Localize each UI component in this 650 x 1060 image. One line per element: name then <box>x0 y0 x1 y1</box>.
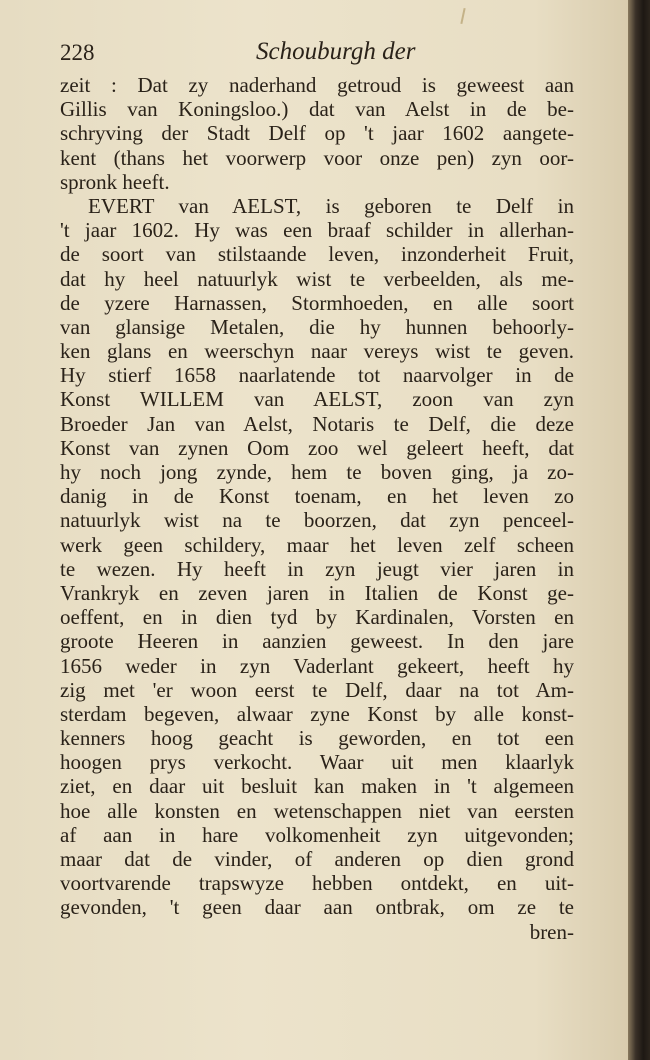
text-line: sterdam begeven, alwaar zyne Konst by alle konst- <box>60 701 574 726</box>
text-line: de soort van stilstaande leven, inzonderheit Fruit, <box>60 242 574 267</box>
book-binding <box>628 0 650 1060</box>
text-line: 't jaar 1602. Hy was een braaf schilder in allerhan- <box>60 218 574 243</box>
text-line: zig met 'er woon eerst te Delf, daar na tot Am- <box>60 677 574 702</box>
running-title: Schouburgh der <box>256 38 416 65</box>
text-line: spronk heeft. <box>60 169 170 194</box>
text-line: kent (thans het voorwerp voor onze pen) zyn oor- <box>60 145 574 170</box>
page-header <box>60 38 574 74</box>
text-line: hoogen prys verkocht. Waar uit men klaarlyk <box>60 750 574 775</box>
text-line: Hy stierf 1658 naarlatende tot naarvolger in de <box>60 363 574 388</box>
text-line: 1656 weder in zyn Vaderlant gekeert, heeft hy <box>60 653 574 678</box>
text-line: schryving der Stadt Delf op 't jaar 1602 aangete- <box>60 121 574 146</box>
text-line: werk geen schildery, maar het leven zelf scheen <box>60 532 574 557</box>
body-text <box>60 73 574 944</box>
text-line: Konst van zynen Oom zoo wel geleert heeft, dat <box>60 435 574 460</box>
text-line: de yzere Harnassen, Stormhoeden, en alle soort <box>60 290 574 315</box>
text-line: oeffent, en in dien tyd by Kardinalen, Vorsten en <box>60 605 574 630</box>
text-line: groote Heeren in aanzien geweest. In den jare <box>60 629 574 654</box>
text-line: hoe alle konsten en wetenschappen niet van eersten <box>60 798 574 823</box>
text-line: danig in de Konst toenam, en het leven zo <box>60 484 574 509</box>
text-line: ziet, en daar uit besluit kan maken in 't algemeen <box>60 774 574 799</box>
text-line: af aan in hare volkomenheit zyn uitgevonden; <box>60 822 574 847</box>
text-line: Vrankryk en zeven jaren in Italien de Konst ge- <box>60 580 574 605</box>
text-line: dat hy heel natuurlyk wist te verbeelden, als me- <box>60 266 574 291</box>
text-line: maar dat de vinder, of anderen op dien grond <box>60 847 574 871</box>
catchword: bren- <box>529 919 574 944</box>
text-line: Broeder Jan van Aelst, Notaris te Delf, die deze <box>60 411 574 436</box>
text-line: voortvarende trapswyze hebben ontdekt, en uit- <box>60 871 574 896</box>
text-line: Konst WILLEM van AELST, zoon van zyn <box>60 387 574 412</box>
text-line: ken glans en weerschyn naar vereys wist te geven. <box>60 339 574 364</box>
text-line: gevonden, 't geen daar aan ontbrak, om ze te <box>60 895 574 920</box>
page-number: 228 <box>60 40 95 65</box>
text-line: zeit : Dat zy naderhand getroud is geweest aan <box>60 73 574 97</box>
text-line: van glansige Metalen, die hy hunnen behoorly- <box>60 314 574 339</box>
text-line: natuurlyk wist na te boorzen, dat zyn penceel- <box>60 508 574 533</box>
text-line: kenners hoog geacht is geworden, en tot een <box>60 726 574 751</box>
text-line: hy noch jong zynde, hem te boven ging, ja zo- <box>60 460 574 484</box>
text-line: EVERT van AELST, is geboren te Delf in <box>88 193 574 218</box>
text-line: te wezen. Hy heeft in zyn jeugt vier jaren in <box>60 556 574 581</box>
text-line: Gillis van Koningsloo.) dat van Aelst in de be- <box>60 97 574 122</box>
